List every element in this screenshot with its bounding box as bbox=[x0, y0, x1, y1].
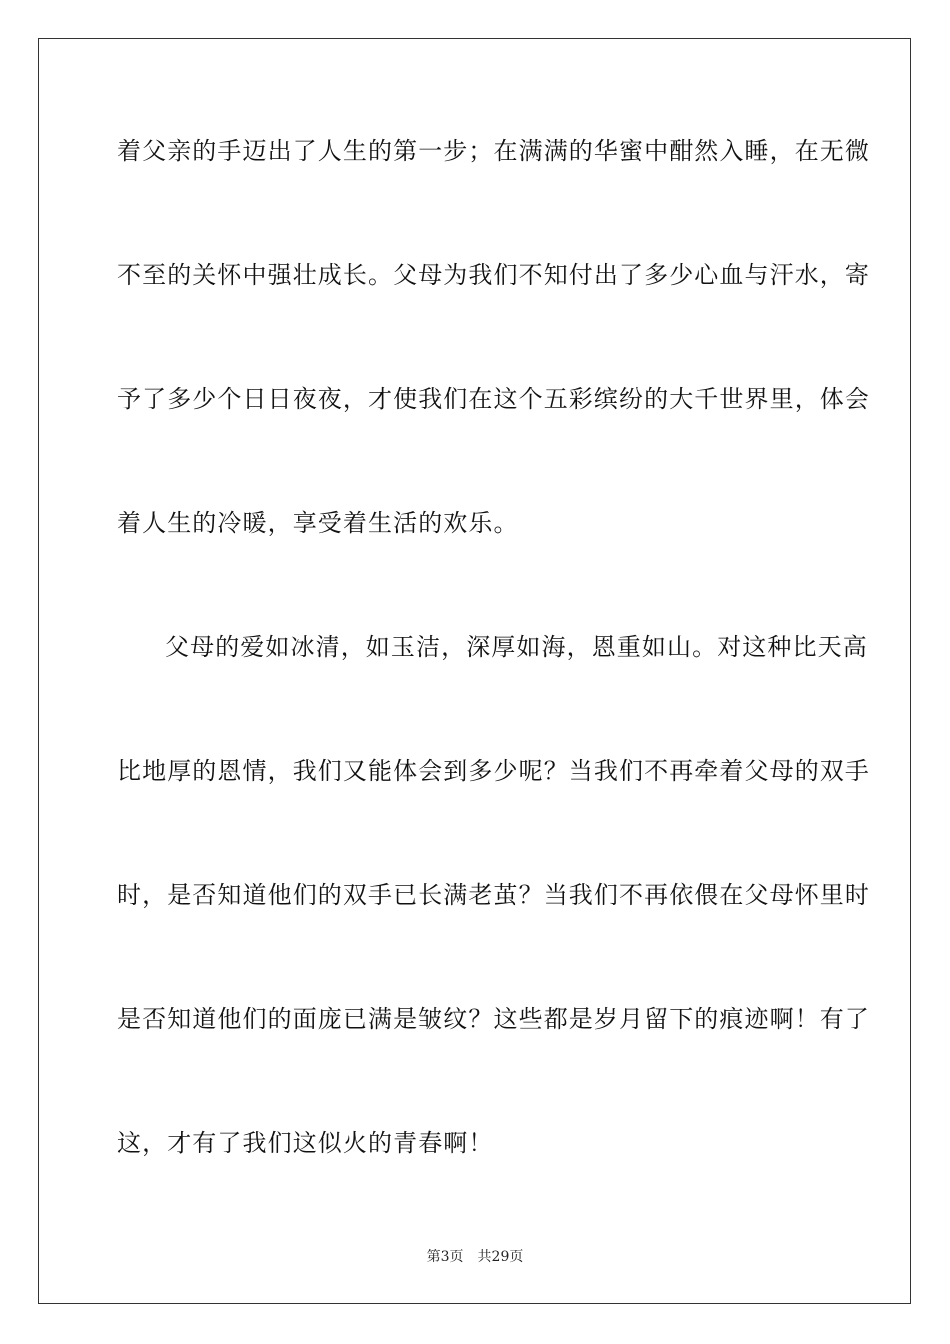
total-pages: 共29页 bbox=[477, 1249, 524, 1265]
paragraph-1-line-2: 不至的关怀中强壮成长。父母为我们不知付出了多少心血与汗水，寄 bbox=[117, 261, 870, 289]
page-footer bbox=[0, 1248, 950, 1266]
paragraph-1-line-1: 着父亲的手迈出了人生的第一步；在满满的华蜜中酣然入睡，在无微 bbox=[117, 137, 870, 165]
paragraph-2-line-5: 这，才有了我们这似火的青春啊！ bbox=[117, 1129, 494, 1157]
paragraph-2-line-2: 比地厚的恩情，我们又能体会到多少呢？当我们不再牵着父母的双手 bbox=[117, 757, 870, 785]
paragraph-1-line-3: 予了多少个日日夜夜，才使我们在这个五彩缤纷的大千世界里，体会 bbox=[117, 385, 870, 413]
paragraph-2-line-1: 父母的爱如冰清，如玉洁，深厚如海，恩重如山。对这种比天高 bbox=[165, 633, 868, 661]
paragraph-2-line-3: 时，是否知道他们的双手已长满老茧？当我们不再依偎在父母怀里时 bbox=[117, 881, 870, 909]
page-border bbox=[38, 38, 911, 1304]
page-number: 第3页 bbox=[426, 1249, 464, 1265]
paragraph-1-line-4: 着人生的冷暖，享受着生活的欢乐。 bbox=[117, 509, 519, 537]
paragraph-2-line-4: 是否知道他们的面庞已满是皱纹？这些都是岁月留下的痕迹啊！有了 bbox=[117, 1005, 870, 1033]
